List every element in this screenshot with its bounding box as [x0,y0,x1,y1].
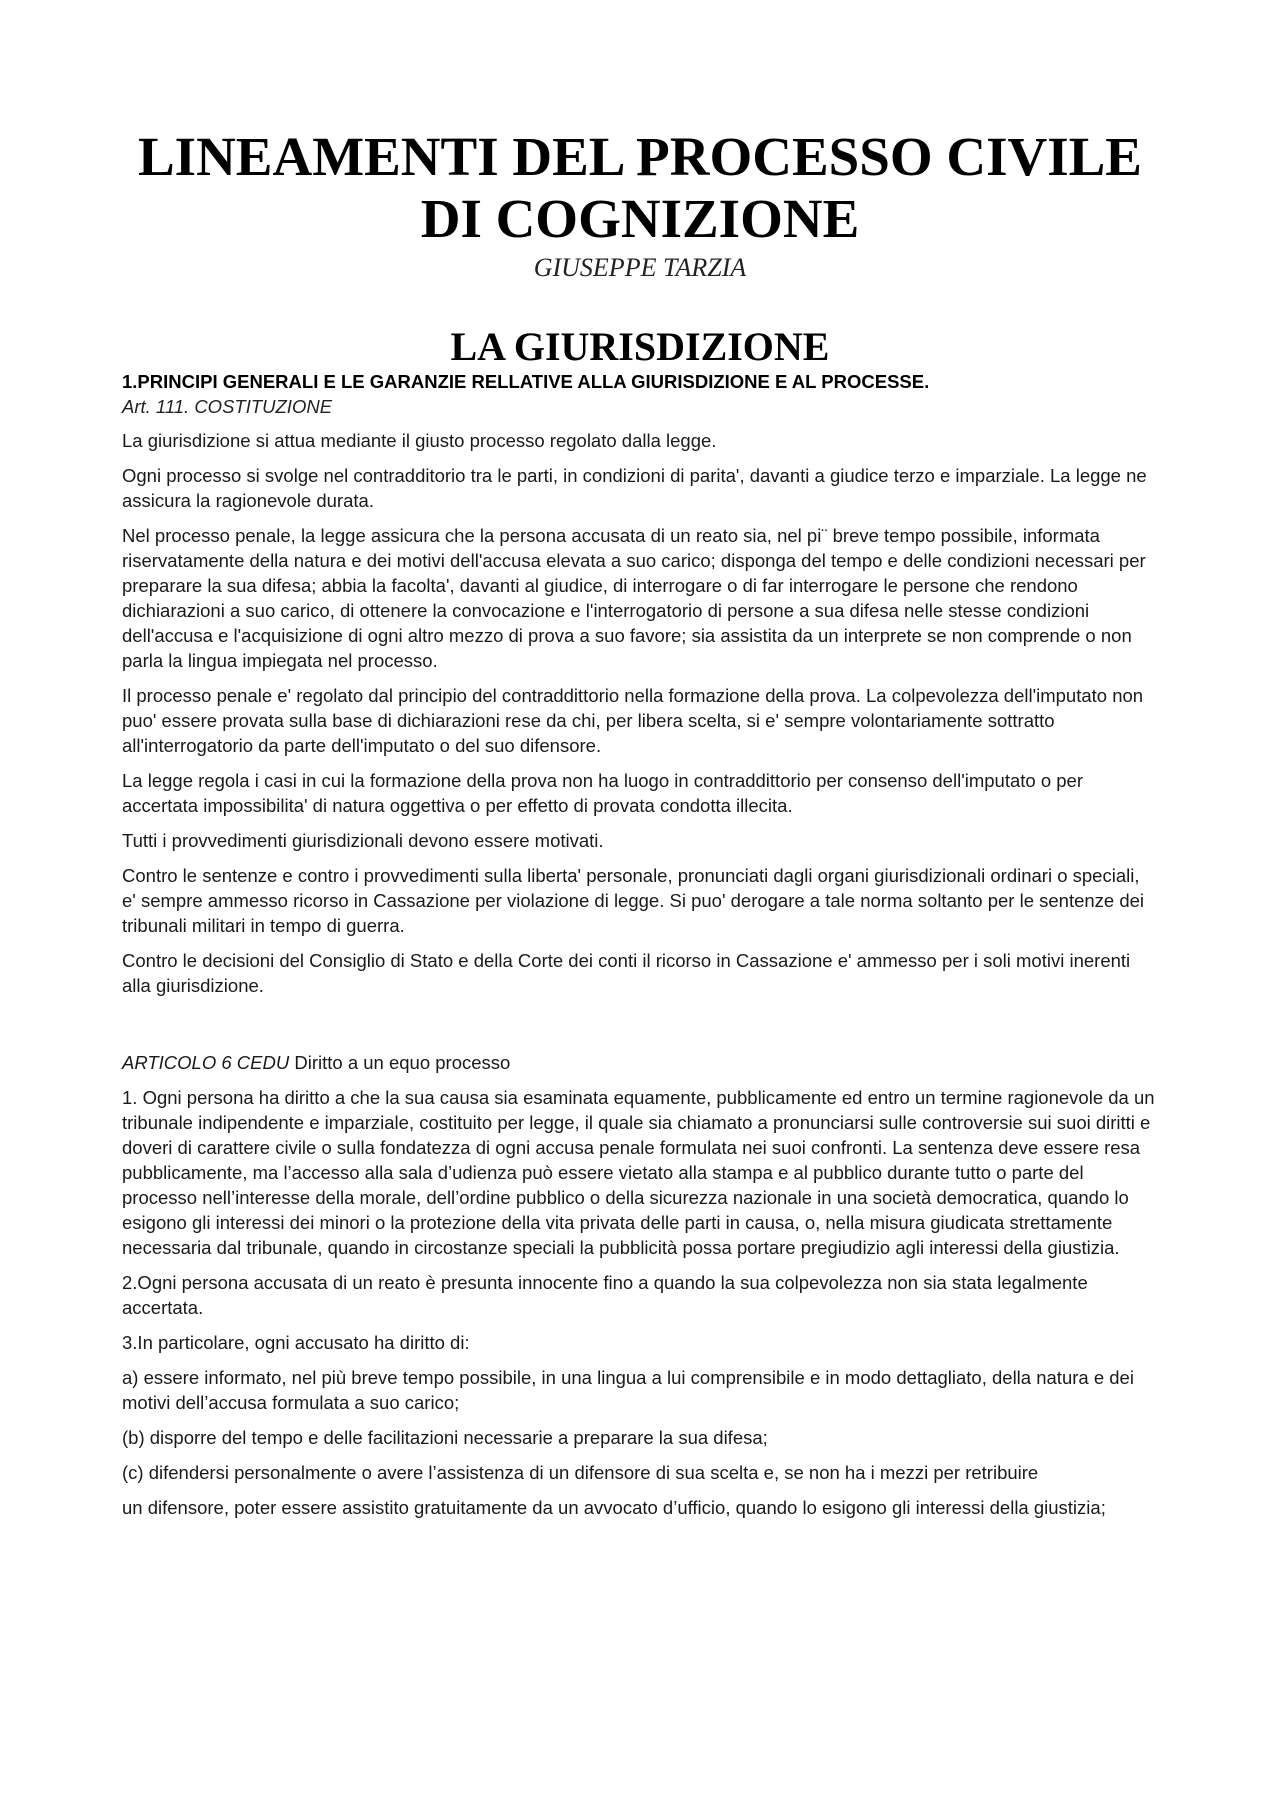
document-title-line-2: DI COGNIZIONE [420,188,860,249]
art6-paragraph-4: a) essere informato, nel più breve tempo possibile, in una lingua a lui comprensibile e in modo dettagliato, della natura e dei motivi dell’accusa formulata a suo carico; [122,1367,1134,1413]
art6-paragraph-3: 3.In particolare, ogni accusato ha diritto di: [122,1332,470,1353]
art6-paragraph-2: 2.Ogni persona accusata di un reato è presunta innocente fino a quando la sua colpevolezza non sia stata legalmente accertata. [122,1272,1088,1318]
art6-paragraph-1: 1. Ogni persona ha diritto a che la sua causa sia esaminata equamente, pubblicamente ed entro un termine ragionevole da un tribunale indipendente e imparziale, costituito per legge, il quale sia chiamato a pronunciarsi sulle controversie sui suoi diritti e doveri di carattere civile o sulla fondatezza di ogni accusa penale formulata nei suoi confronti. La sentenza deve essere resa pubblicamente, ma l’accesso alla sala d’udienza può essere vietato alla stampa e al pubblico durante tutto o parte del processo nell’interesse della morale, dell’ordine pubblico o della sicurezza nazionale in una società democratica, quando lo esigono gli interessi dei minori o la protezione della vita privata delle parti in causa, o, nella misura giudicata strettamente necessaria dal tribunale, quando in circostanze speciali la pubblicità possa portare pregiudizio agli interessi della giustizia. [122,1087,1155,1258]
art111-paragraph-6: Tutti i provvedimenti giurisdizionali devono essere motivati. [122,830,604,851]
art6-heading [122,1050,1158,1075]
art6-paragraph-5: (b) disporre del tempo e delle facilitazioni necessarie a preparare la sua difesa; [122,1427,768,1448]
art111-paragraph-8: Contro le decisioni del Consiglio di Stato e della Corte dei conti il ricorso in Cassazione e' ammesso per i soli motivi inerenti alla giurisdizione. [122,950,1131,996]
art6-reference: ARTICOLO 6 CEDU [122,1052,290,1073]
document-title [122,0,1158,250]
art111-paragraph-7: Contro le sentenze e contro i provvedimenti sulla liberta' personale, pronunciati dagli organi giurisdizionali ordinari o speciali, e' sempre ammesso ricorso in Cassazione per violazione di legge. Si puo' derogare a tale norma soltanto per le sentenze dei tribunali militari in tempo di guerra. [122,865,1145,936]
document-title-line-1: LINEAMENTI DEL PROCESSO CIVILE [138,126,1142,187]
art6-paragraph-6: (c) difendersi personalmente o avere l’assistenza di un difensore di sua scelta e, se non ha i mezzi per retribuire [122,1462,1039,1483]
art111-paragraph-3: Nel processo penale, la legge assicura che la persona accusata di un reato sia, nel pi¨ breve tempo possibile, informata riservatamente della natura e dei motivi dell'accusa elevata a suo carico; disponga del tempo e delle condizioni necessari per preparare la sua difesa; abbia la facolta', davanti al giudice, di interrogare o di far interrogare le persone che rendono dichiarazioni a suo carico, di ottenere la convocazione e l'interrogatorio di persone a sua difesa nelle stesse condizioni dell'accusa e l'acquisizione di ogni altro mezzo di prova a suo favore; sia assistita da un interprete se non comprende o non parla la lingua impiegata nel processo. [122,525,1146,671]
art6-paragraph-7: un difensore, poter essere assistito gratuitamente da un avvocato d’ufficio, quando lo esigono gli interessi della giustizia; [122,1497,1106,1518]
subsection-title: 1.PRINCIPI GENERALI E LE GARANZIE RELLATIVE ALLA GIURISDIZIONE E AL PROCESSE. [122,371,930,392]
art111-reference: Art. 111. COSTITUZIONE [122,396,333,417]
document-author: GIUSEPPE TARZIA [533,253,747,282]
art111-paragraph-2: Ogni processo si svolge nel contradditorio tra le parti, in condizioni di parita', davanti a giudice terzo e imparziale. La legge ne assicura la ragionevole durata. [122,465,1147,511]
art111-paragraph-1: La giurisdizione si attua mediante il giusto processo regolato dalla legge. [122,430,717,451]
art111-paragraph-5: La legge regola i casi in cui la formazione della prova non ha luogo in contraddittorio per consenso dell'imputato o per accertata impossibilita' di natura oggettiva o per effetto di provata condotta illecita. [122,770,1083,816]
section-title: LA GIURISDIZIONE [450,324,830,369]
art6-title: Diritto a un equo processo [289,1052,511,1073]
art111-paragraph-4: Il processo penale e' regolato dal principio del contraddittorio nella formazione della prova. La colpevolezza dell'imputato non puo' essere provata sulla base di dichiarazioni rese da chi, per libera scelta, si e' sempre volontariamente sottratto all'interrogatorio da parte dell'imputato o del suo difensore. [122,685,1144,756]
